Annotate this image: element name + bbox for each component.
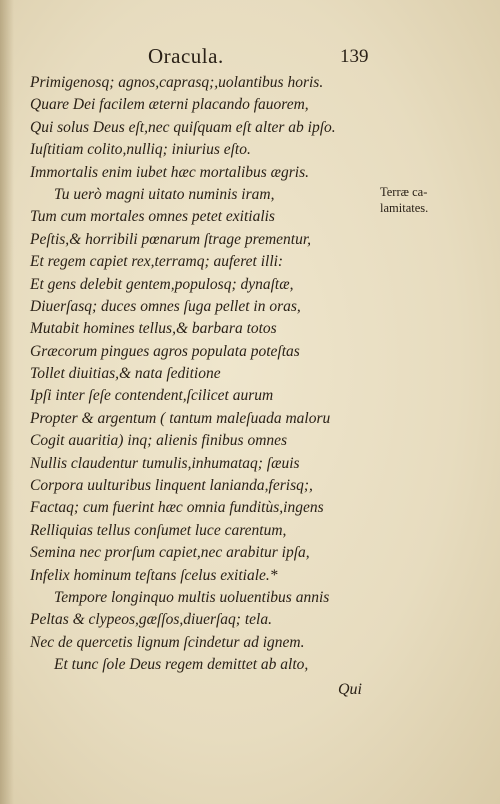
verse-line: Tu uerò magni uitato numinis iram, — [54, 185, 275, 203]
verse-line: Et gens delebit gentem,populosq; dynaſtæ, — [30, 275, 294, 293]
verse-line: Quare Dei facilem æterni placando fauorem, — [30, 96, 309, 114]
gutter-shadow — [0, 0, 14, 804]
verse-line: Factaq; cum fuerint hæc omnia funditùs,ingens — [30, 499, 324, 517]
marginal-note-line: lamitates. — [380, 201, 429, 215]
verse-line: Diuerſasq; duces omnes ſuga pellet in oras, — [30, 297, 301, 315]
verse-line: Qui solus Deus eſt,nec quiſquam eſt alter ab ipſo. — [30, 118, 336, 136]
verse-line: Immortalis enim iubet hæc mortalibus ægris. — [30, 163, 310, 181]
verse-line: Et tunc ſole Deus regem demittet ab alto, — [54, 656, 309, 674]
page-number: 139 — [340, 46, 369, 67]
verse-line: Relliquias tellus conſumet luce carentum, — [30, 521, 287, 539]
verse-line: Mutabit homines tellus,& barbara totos — [30, 320, 277, 338]
page-header — [30, 44, 470, 70]
running-head: Oracula. — [148, 44, 224, 68]
verse-line: Semina nec prorſum capiet,nec arabitur ipſa, — [30, 544, 310, 562]
verse-line: Græcorum pingues agros populata poteſtas — [30, 342, 300, 360]
verse-text-block — [30, 72, 380, 677]
verse-line: Primigenosq; agnos,caprasq;,uolantibus horis. — [30, 74, 324, 91]
verse-line: Propter & argentum ( tantum maleſuada maloru — [30, 409, 331, 427]
verse-line: Nullis claudentur tumulis,inhumataq; ſæuis — [30, 454, 300, 472]
verse-line: Corpora uulturibus linquent lanianda,ferisq;, — [30, 477, 313, 495]
marginal-note-line: Terræ ca- — [380, 185, 428, 199]
verse-line: Peltas & clypeos,gæſſos,diuerſaq; tela. — [30, 611, 272, 629]
verse-line: Tempore longinquo multis uoluentibus annis — [54, 588, 330, 606]
verse-line: Tollet diuitias,& nata ſeditione — [30, 365, 221, 383]
marginal-note — [380, 184, 475, 216]
verse-line: Ipſi inter ſeſe contendent,ſcilicet aurum — [30, 387, 274, 405]
verse-line: Iuſtitiam colito,nulliq; iniurius eſto. — [30, 141, 251, 159]
catchword: Qui — [338, 681, 362, 698]
verse-line: Cogit auaritia) inq; alienis finibus omnes — [30, 432, 288, 450]
verse-line: Infelix hominum teſtans ſcelus exitiale.* — [30, 566, 278, 584]
verse-line: Et regem capiet rex,terramq; auferet illi: — [30, 253, 284, 271]
verse-line: Peſtis,& horribili pœnarum ſtrage prementur, — [30, 230, 312, 248]
verse-line: Tum cum mortales omnes petet exitialis — [30, 208, 275, 226]
verse-line: Nec de quercetis lignum ſcindetur ad ignem. — [30, 633, 305, 651]
